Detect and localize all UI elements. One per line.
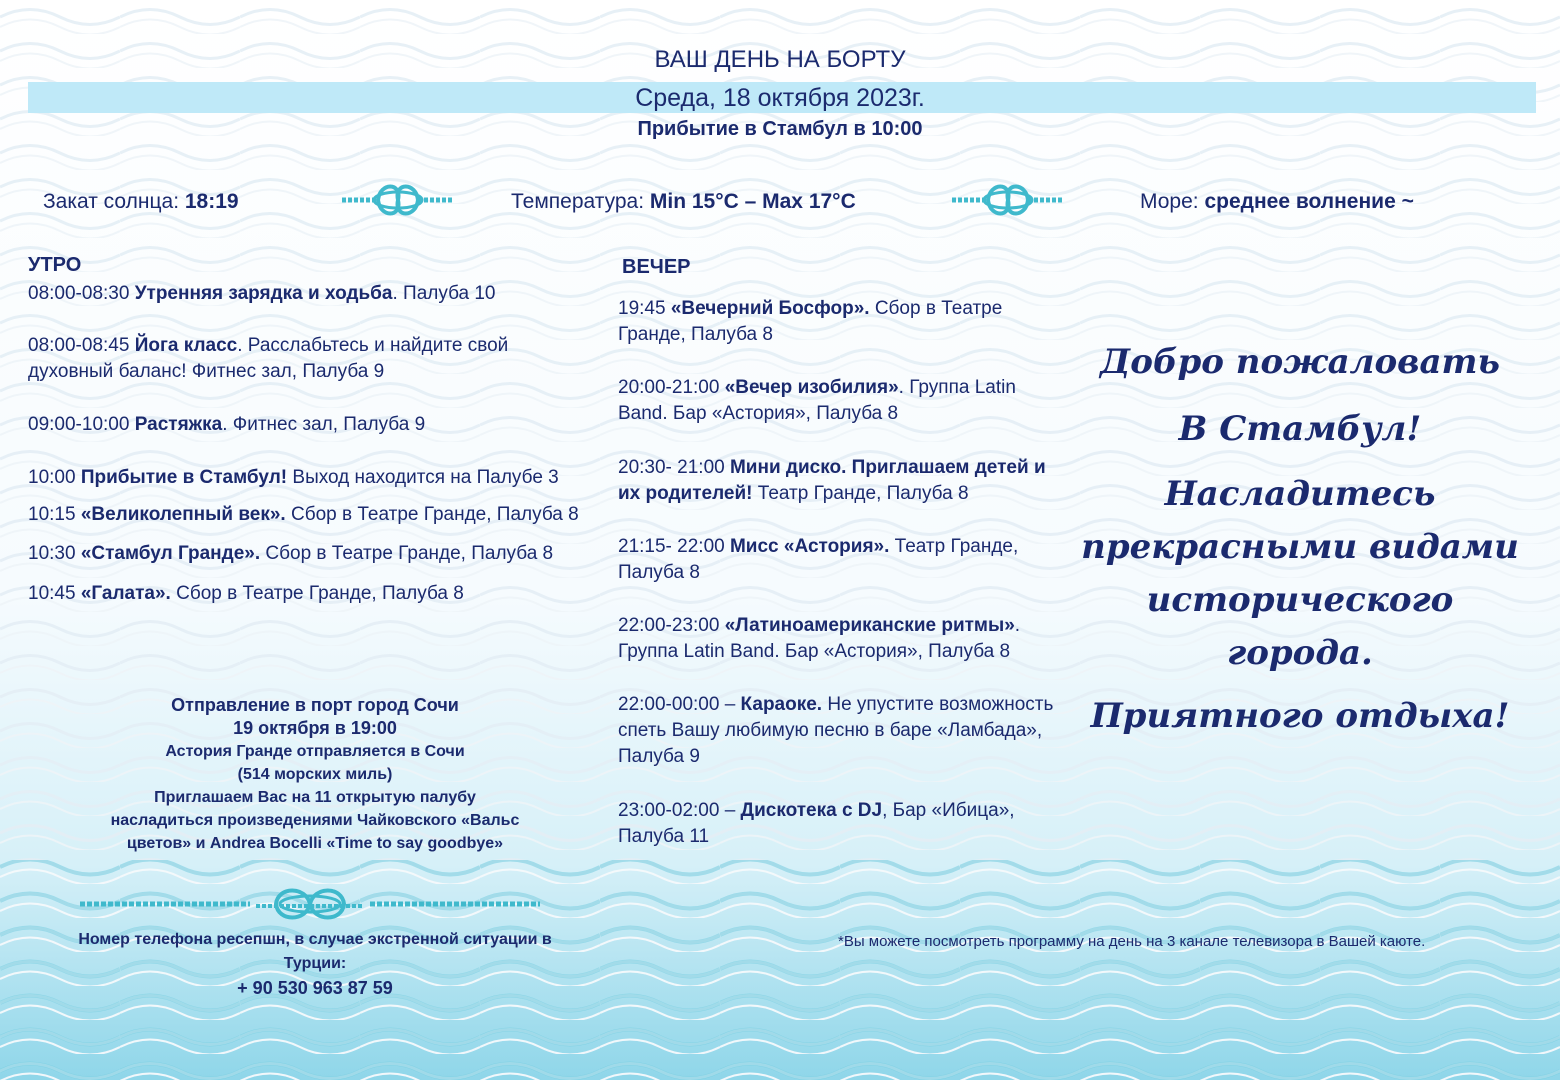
welcome-line: исторического города.	[1146, 580, 1454, 673]
list-item: 09:00-10:00 Растяжка. Фитнес зал, Палуба 9	[28, 414, 426, 435]
list-item: 08:00-08:30 Утренняя зарядка и ходьба. Палуба 10	[28, 283, 496, 304]
list-item: 10:30 «Стамбул Гранде». Сбор в Театре Гранде, Палуба 8	[28, 543, 554, 564]
sea-info	[1140, 190, 1414, 214]
welcome-line: Добро пожаловать	[1100, 342, 1500, 382]
date-text: Среда, 18 октября 2023г.	[635, 84, 925, 112]
list-item: 21:15- 22:00 Мисс «Астория». Театр Гранде, Палуба 8	[618, 536, 1019, 583]
departure-line: 19 октября в 19:00	[233, 718, 397, 738]
list-item: 22:00-00:00 – Караоке. Не упустите возможность спеть Вашу любимую песню в баре «Ламбада», Палуба 9	[618, 694, 1054, 767]
sunset-value: 18:19	[184, 190, 239, 213]
rope-knot-icon	[340, 178, 456, 222]
departure-line: (514 морских миль)	[237, 766, 393, 783]
footer-note: *Вы можете посмотреть программу на день на 3 канале телевизора в Вашей каюте.	[838, 933, 1426, 950]
departure-info	[80, 694, 550, 855]
phone-number: + 90 530 963 87 59	[237, 978, 393, 998]
departure-line: Приглашаем Вас на 11 открытую палубу насладиться произведениями Чайковского «Вальс цветов» и Andrea Bocelli «Time to say goodbye»	[110, 789, 520, 852]
list-item: 23:00-02:00 – Дискотека с DJ, Бар «Ибица», Палуба 11	[618, 800, 1015, 847]
sunset-info	[43, 190, 239, 214]
sunset-label: Закат солнца:	[43, 190, 180, 213]
evening-heading: ВЕЧЕР	[622, 256, 691, 278]
welcome-line: В Стамбул!	[1178, 409, 1422, 449]
list-item: 22:00-23:00 «Латиноамериканские ритмы». Группа Latin Band. Бар «Астория», Палуба 8	[618, 615, 1021, 662]
reception-phone	[50, 928, 580, 1000]
welcome-line: Насладитесь	[1164, 474, 1436, 514]
departure-line: Отправление в порт город Сочи	[171, 695, 459, 715]
welcome-line: Приятного отдыха!	[1090, 696, 1510, 736]
list-item: 20:00-21:00 «Вечер изобилия». Группа Latin Band. Бар «Астория», Палуба 8	[618, 377, 1016, 424]
sea-label: Море:	[1140, 190, 1199, 213]
arrival-text: Прибытие в Стамбул в 10:00	[637, 118, 923, 140]
morning-heading: УТРО	[28, 254, 82, 276]
rope-knot-icon	[950, 178, 1066, 222]
temperature-label: Температура:	[511, 190, 645, 213]
list-item: 08:00-08:45 Йога класс. Расслабьтесь и найдите свой духовный баланс! Фитнес зал, Палуба 9	[28, 335, 509, 382]
welcome-line: прекрасными видами	[1081, 527, 1519, 567]
phone-label: Номер телефона ресепшн, в случае экстренной ситуации в Турции:	[78, 931, 552, 972]
list-item: 10:00 Прибытие в Стамбул! Выход находится на Палубе 3	[28, 467, 559, 488]
list-item: 10:15 «Великолепный век». Сбор в Театре Гранде, Палуба 8	[28, 504, 579, 525]
temperature-info	[511, 190, 856, 214]
page-title: ВАШ ДЕНЬ НА БОРТУ	[654, 46, 906, 73]
sea-value: среднее волнение ~	[1204, 190, 1414, 213]
temperature-value: Min 15°C – Max 17°C	[649, 190, 856, 213]
welcome-message	[1080, 336, 1520, 743]
list-item: 10:45 «Галата». Сбор в Театре Гранде, Палуба 8	[28, 583, 464, 604]
list-item: 20:30- 21:00 Мини диско. Приглашаем детей и их родителей! Театр Гранде, Палуба 8	[618, 457, 1046, 504]
list-item: 19:45 «Вечерний Босфор». Сбор в Театре Гранде, Палуба 8	[618, 298, 1003, 345]
departure-line: Астория Гранде отправляется в Сочи	[165, 743, 465, 760]
rope-divider-icon	[80, 884, 540, 920]
